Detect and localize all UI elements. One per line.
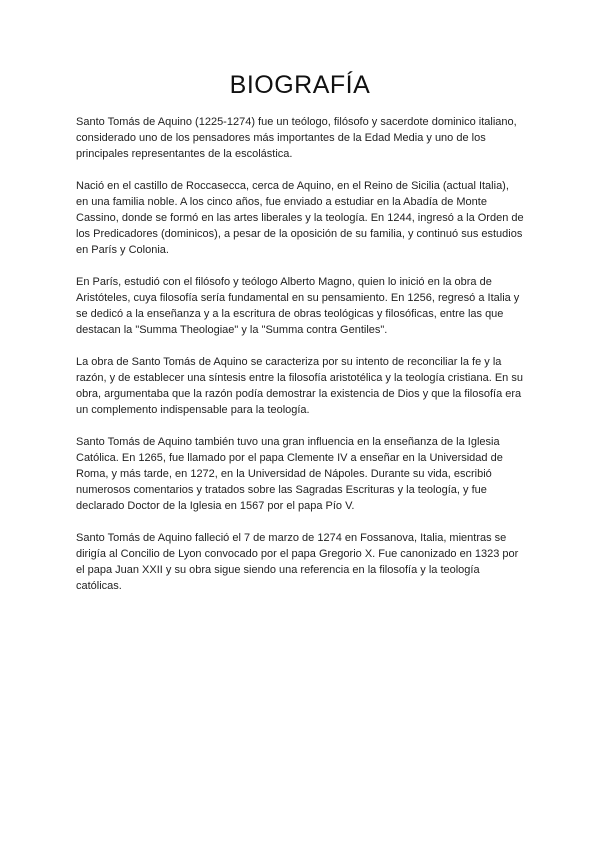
paragraph-influence: Santo Tomás de Aquino también tuvo una gran influencia en la enseñanza de la Iglesia Católica. En 1265, fue llamado por el papa Clemente IV a enseñar en la Universidad de Roma, y más tarde, en 1272, en la Universidad de Nápoles. Durante su vida, escribió numerosos comentarios y tratados sobre las Sagradas Escrituras y la teología, y fue declarado Doctor de la Iglesia en 1567 por el papa Pío V. (76, 436, 503, 512)
paragraph-early-life: Nació en el castillo de Roccasecca, cerca de Aquino, en el Reino de Sicilia (actual Italia), en una familia noble. A los cinco años, fue enviado a estudiar en la Abadía de Monte Cassino, donde se formó en las artes liberales y la teología. En 1244, ingresó a la Orden de los Predicadores (dominicos), a pesar de la oposición de su familia, y continuó sus estudios en París y Colonia. (76, 180, 524, 256)
paragraph-death: Santo Tomás de Aquino falleció el 7 de marzo de 1274 en Fossanova, Italia, mientras se dirigía al Concilio de Lyon convocado por el papa Gregorio X. Fue canonizado en 1323 por el papa Juan XXII y su obra sigue siendo una referencia en la filosofía y la teología católicas. (76, 532, 519, 592)
paragraph-paris: En París, estudió con el filósofo y teólogo Alberto Magno, quien lo inició en la obra de Aristóteles, cuya filosofía sería fundamental en su pensamiento. En 1256, regresó a Italia y se dedicó a la enseñanza y a la escritura de obras teológicas y filosóficas, entre las que destacan la "Summa Theologiae" y la "Summa contra Gentiles". (76, 276, 520, 336)
paragraph-intro: Santo Tomás de Aquino (1225-1274) fue un teólogo, filósofo y sacerdote dominico italiano, considerado uno de los pensadores más importantes de la Edad Media y uno de los principales representantes de la escolástica. (76, 116, 517, 160)
page-title: BIOGRAFÍA (229, 71, 371, 99)
paragraph-work: La obra de Santo Tomás de Aquino se caracteriza por su intento de reconciliar la fe y la razón, y de establecer una síntesis entre la filosofía aristotélica y la teología cristiana. En su obra, argumentaba que la razón podía demostrar la existencia de Dios y que la filosofía era un complemento indispensable para la teología. (76, 356, 523, 416)
